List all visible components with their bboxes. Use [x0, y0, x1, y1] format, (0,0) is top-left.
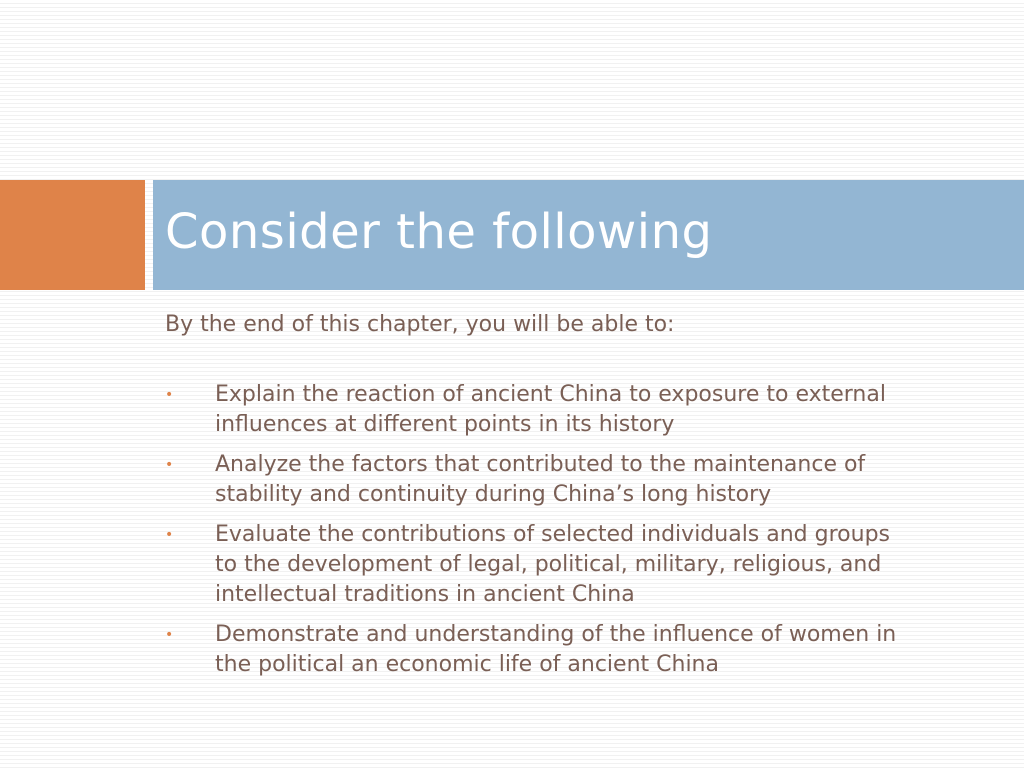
bullet-text: Demonstrate and understanding of the influence of women in the political an economic life of ancient China	[215, 622, 897, 677]
bullet-item	[165, 380, 915, 440]
title-bar	[153, 180, 1024, 290]
bullet-item	[165, 520, 915, 610]
bullet-dot-icon: •	[165, 527, 174, 543]
bullet-list	[165, 380, 965, 680]
slide-title: Consider the following	[165, 204, 713, 260]
bullet-item	[165, 450, 915, 510]
bullet-text: Explain the reaction of ancient China to exposure to external influences at different points in its history	[215, 382, 886, 437]
bullet-dot-icon: •	[165, 387, 174, 403]
accent-block	[0, 180, 145, 290]
intro-text: By the end of this chapter, you will be able to:	[165, 312, 675, 337]
bullet-text: Evaluate the contributions of selected individuals and groups to the development of legal, political, military, religious, and intellectual traditions in ancient China	[215, 522, 890, 607]
bullet-dot-icon: •	[165, 457, 174, 473]
bullet-text: Analyze the factors that contributed to the maintenance of stability and continuity during China’s long history	[215, 452, 866, 507]
bullet-item	[165, 620, 915, 680]
bullet-dot-icon: •	[165, 627, 174, 643]
slide-content	[165, 310, 965, 690]
